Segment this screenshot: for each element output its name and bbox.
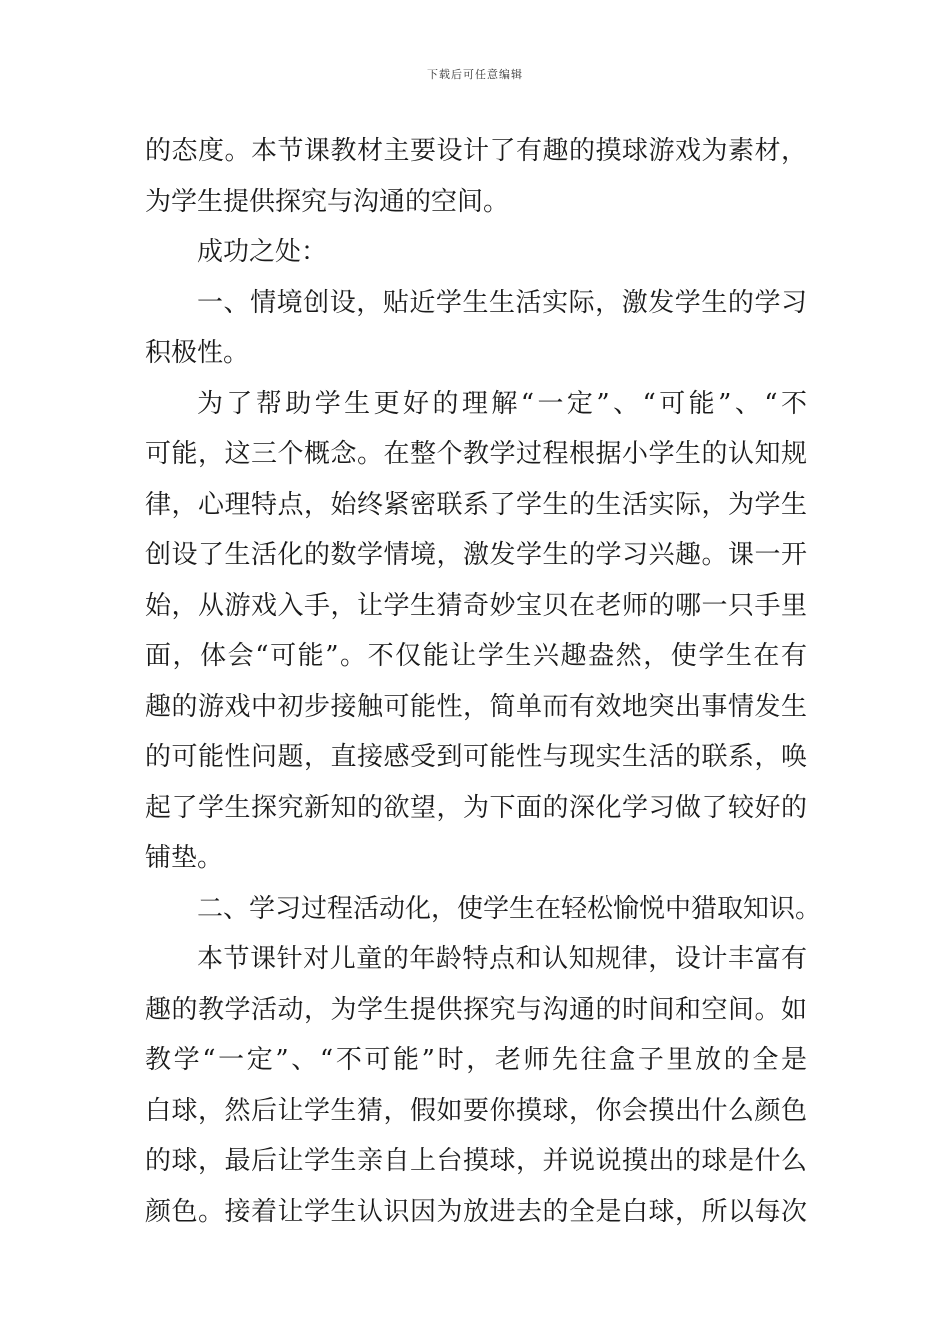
text-line: 面，体会“可能”。不仅能让学生兴趣盎然，使学生在有 <box>145 641 807 671</box>
text-line: 教学“一定”、“不可能”时，老师先往盒子里放的全是 <box>145 1045 807 1075</box>
text-line: 铺垫。 <box>145 843 224 873</box>
text-line: 积极性。 <box>145 338 250 368</box>
text-line: 本节课针对儿童的年龄特点和认知规律，设计丰富有 <box>197 944 807 974</box>
text-line: 的可能性问题，直接感受到可能性与现实生活的联系，唤 <box>145 742 807 772</box>
text-line: 成功之处： <box>197 237 328 267</box>
page-header: 下载后可任意编辑 <box>427 68 523 81</box>
text-line: 可能，这三个概念。在整个教学过程根据小学生的认知规 <box>145 439 807 469</box>
text-line: 的球，最后让学生亲自上台摸球，并说说摸出的球是什么 <box>145 1146 807 1176</box>
text-line: 的态度。本节课教材主要设计了有趣的摸球游戏为素材， <box>145 136 807 166</box>
text-line: 始，从游戏入手，让学生猜奇妙宝贝在老师的哪一只手里 <box>145 590 807 621</box>
text-line: 趣的游戏中初步接触可能性，简单而有效地突出事情发生 <box>145 691 807 722</box>
text-line: 二、学习过程活动化，使学生在轻松愉悦中猎取知识。 <box>197 893 822 924</box>
text-line: 创设了生活化的数学情境，激发学生的学习兴趣。课一开 <box>145 540 807 570</box>
text-line: 白球，然后让学生猜，假如要你摸球，你会摸出什么颜色 <box>145 1095 807 1126</box>
text-line: 颜色。接着让学生认识因为放进去的全是白球，所以每次 <box>145 1196 807 1227</box>
body-text <box>145 126 822 1237</box>
text-line: 为了帮助学生更好的理解“一定”、“可能”、“不 <box>197 388 807 419</box>
text-line: 起了学生探究新知的欲望，为下面的深化学习做了较好的 <box>145 792 807 823</box>
text-line: 一、情境创设，贴近学生生活实际，激发学生的学习 <box>197 287 807 318</box>
text-line: 为学生提供探究与沟通的空间。 <box>145 186 510 217</box>
text-line: 趣的教学活动，为学生提供探究与沟通的时间和空间。如 <box>145 994 807 1025</box>
text-line: 律，心理特点，始终紧密联系了学生的生活实际，为学生 <box>145 489 807 520</box>
